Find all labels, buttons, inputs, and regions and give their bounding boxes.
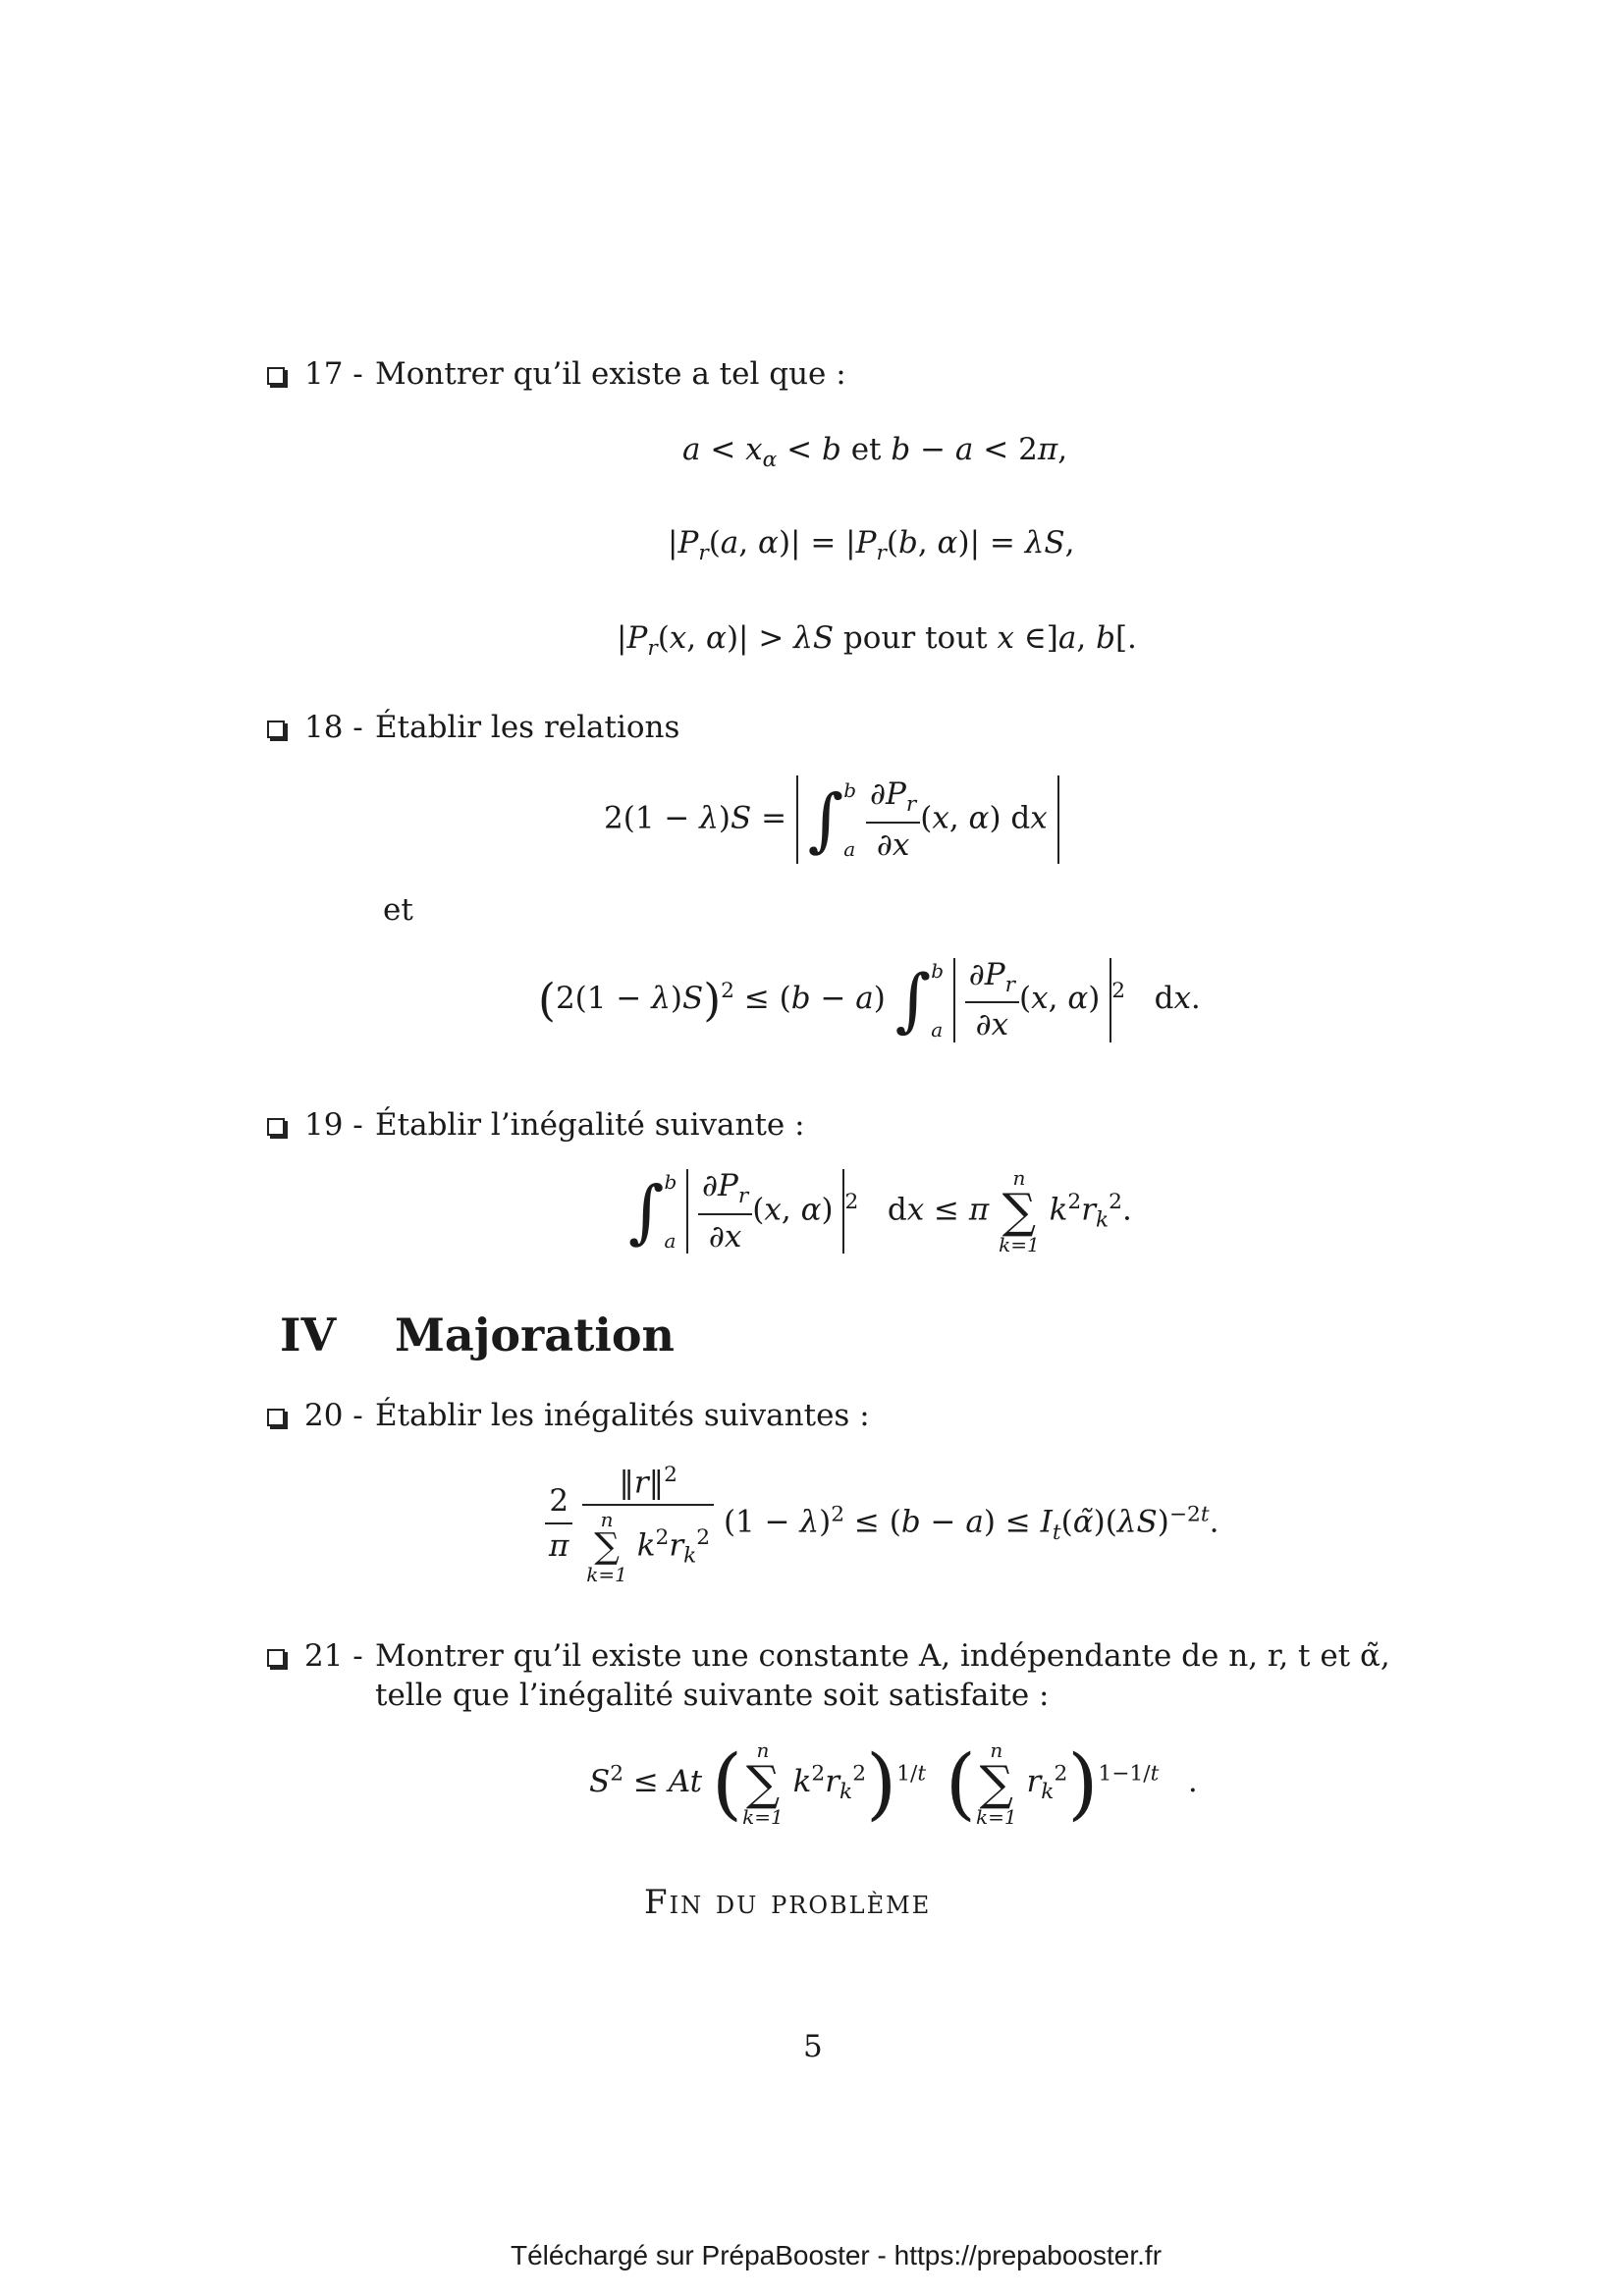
- equation-18a: 2(1 − λ)S = ∫b a $\frac{\partial P_r}{\partial x}$ (x, α) dx: [604, 775, 1059, 864]
- equation-19: ∫b a $\frac{\partial P_r}{\partial x}$ (x, α) $^2$ dx ≤ π n ∑ k=1 $k^2r_k^2$.: [628, 1166, 1132, 1256]
- question-bullet-icon: [267, 721, 285, 738]
- question-19-text: Établir l’inégalité suivante :: [375, 1107, 805, 1143]
- equation-17c: $|P_r(x$, α)| > λS pour tout x ∈]a, b[.: [617, 620, 1137, 662]
- section-title: Majoration: [395, 1308, 675, 1362]
- equation-21: $S^2 \le At$ ( n ∑ k=1 $k^2r_k^2)^{1/t}$ ( n ∑ k=1 $r_k^2)^{1-1/t}$ .: [589, 1737, 1198, 1829]
- footer-download-notice: Téléchargé sur PrépaBooster - https://prepabooster.fr: [511, 2240, 1163, 2270]
- equation-18b: $(2(1 - \lambda)S)^2 \le (b - a)$ ∫b a $\frac{\partial P_r}{\partial x}$ (x, α) $^2$ dx.: [538, 957, 1201, 1043]
- equation-17b: $|P_r(a$, $\alpha)| = |P_r(b$, α)| = λS,: [668, 525, 1075, 566]
- connector-et: et: [383, 892, 413, 928]
- question-bullet-icon: [267, 367, 285, 385]
- section-number: IV: [280, 1308, 337, 1362]
- equation-20: $\frac{2}{\pi}$ ‖r‖$^2$ n ∑ k=1 $k^2r_k^2$ $(1 - \lambda)^2 \le (b - a)$ ≤ $I_t(\alphã)(\lambda S)^{-2t}$.: [545, 1463, 1218, 1584]
- question-number: 19 -: [304, 1107, 363, 1143]
- question-bullet-icon: [267, 1118, 285, 1136]
- page-number: 5: [803, 2029, 823, 2064]
- question-text: [375, 356, 846, 392]
- equation-17a: $a < x_\alpha < b$ et b − a < 2π,: [682, 432, 1068, 473]
- question-21-text-line2: telle que l’inégalité suivante soit satisfaite :: [375, 1678, 1050, 1713]
- question-17-text: Montrer qu’il existe a tel que :: [375, 356, 846, 392]
- question-bullet-icon: [267, 1649, 285, 1667]
- question-number: 17 -: [304, 356, 363, 392]
- question-number: 20 -: [304, 1398, 363, 1433]
- question-number: 21 -: [304, 1638, 363, 1674]
- question-bullet-icon: [267, 1409, 285, 1426]
- question-21-text-line1: Montrer qu’il existe une constante A, indépendante de n, r, t et α̃,: [375, 1638, 1390, 1674]
- question-18-text: Établir les relations: [375, 710, 680, 745]
- question-20-text: Établir les inégalités suivantes :: [375, 1398, 870, 1433]
- end-marker: Fin du problème: [644, 1883, 932, 1922]
- question-number: 18 -: [304, 710, 363, 745]
